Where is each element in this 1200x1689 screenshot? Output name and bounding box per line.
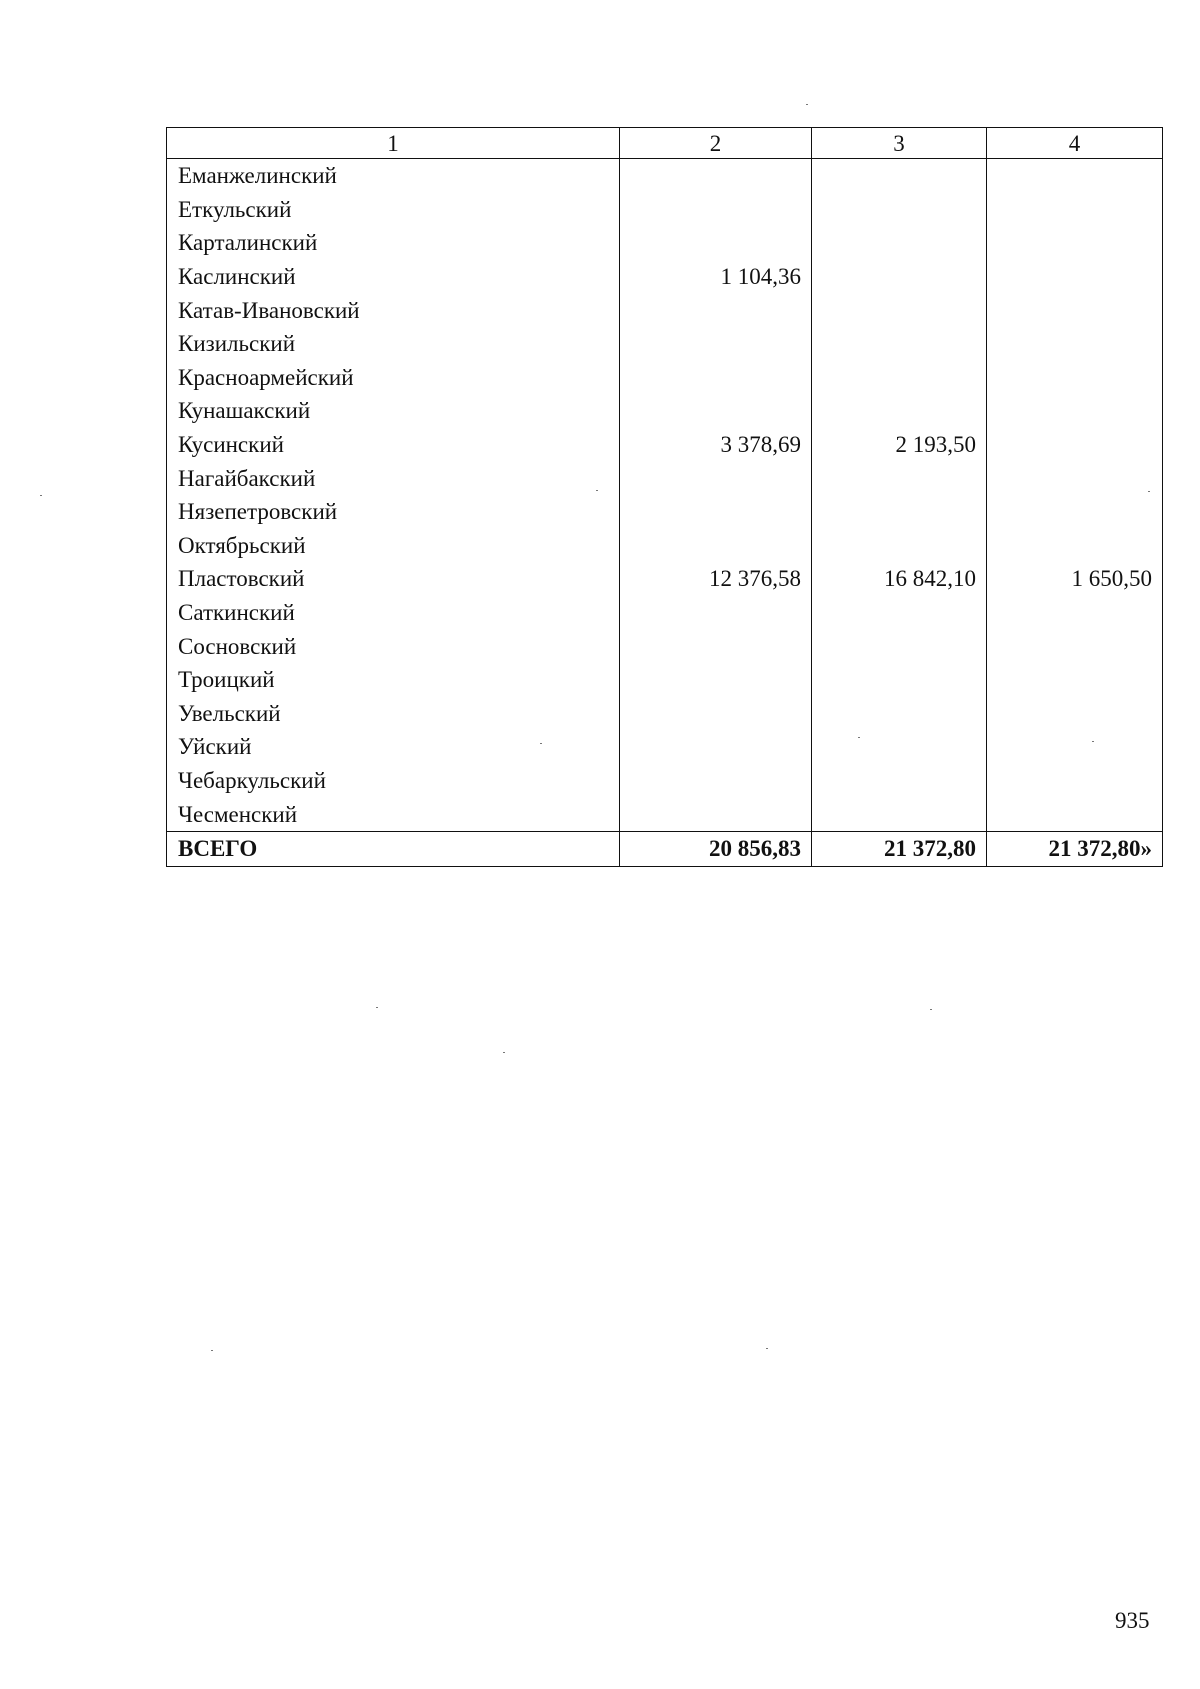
row-value-col2 <box>620 495 812 529</box>
row-value-col4 <box>987 596 1163 630</box>
row-value-col3 <box>812 193 987 227</box>
total-value-col3: 21 372,80 <box>812 831 987 866</box>
row-value-col4 <box>987 663 1163 697</box>
row-value-col2: 3 378,69 <box>620 428 812 462</box>
row-value-col3 <box>812 260 987 294</box>
row-name: Кунашакский <box>167 394 620 428</box>
scan-speck <box>596 490 598 491</box>
scan-speck <box>806 104 808 105</box>
column-header-1: 1 <box>167 128 620 159</box>
table-row <box>167 394 1163 428</box>
row-value-col2 <box>620 327 812 361</box>
row-name: Красноармейский <box>167 361 620 395</box>
total-row <box>167 831 1163 866</box>
row-name: Чебаркульский <box>167 764 620 798</box>
row-value-col2 <box>620 361 812 395</box>
row-name: Троицкий <box>167 663 620 697</box>
table-row <box>167 159 1163 193</box>
row-value-col3 <box>812 663 987 697</box>
row-value-col3: 16 842,10 <box>812 562 987 596</box>
row-value-col2 <box>620 461 812 495</box>
table-row <box>167 495 1163 529</box>
table-row <box>167 730 1163 764</box>
row-value-col3 <box>812 461 987 495</box>
row-name: Октябрьский <box>167 529 620 563</box>
table-row <box>167 327 1163 361</box>
row-value-col3 <box>812 293 987 327</box>
page-number: 935 <box>1115 1608 1150 1633</box>
row-value-col2 <box>620 529 812 563</box>
row-value-col3 <box>812 596 987 630</box>
row-name: Увельский <box>167 697 620 731</box>
row-value-col2 <box>620 663 812 697</box>
scan-speck <box>1148 491 1150 492</box>
row-name: Нагайбакский <box>167 461 620 495</box>
row-value-col2 <box>620 629 812 663</box>
table-row <box>167 663 1163 697</box>
row-value-col4 <box>987 260 1163 294</box>
row-name: Уйский <box>167 730 620 764</box>
row-value-col3 <box>812 797 987 831</box>
table-row <box>167 629 1163 663</box>
row-value-col2 <box>620 394 812 428</box>
row-value-col4 <box>987 797 1163 831</box>
table-row <box>167 226 1163 260</box>
row-value-col3 <box>812 697 987 731</box>
table-row <box>167 697 1163 731</box>
row-value-col3 <box>812 226 987 260</box>
row-value-col2 <box>620 193 812 227</box>
row-name: Нязепетровский <box>167 495 620 529</box>
table-row <box>167 193 1163 227</box>
row-value-col2 <box>620 226 812 260</box>
scan-speck <box>540 743 542 744</box>
row-value-col2 <box>620 159 812 193</box>
row-value-col4 <box>987 697 1163 731</box>
row-value-col4 <box>987 529 1163 563</box>
row-value-col3 <box>812 361 987 395</box>
scan-speck <box>376 1007 378 1008</box>
table-row <box>167 596 1163 630</box>
row-value-col3 <box>812 629 987 663</box>
row-value-col2 <box>620 697 812 731</box>
row-value-col4 <box>987 461 1163 495</box>
row-value-col3: 2 193,50 <box>812 428 987 462</box>
row-name: Еманжелинский <box>167 159 620 193</box>
row-value-col4 <box>987 159 1163 193</box>
row-value-col3 <box>812 159 987 193</box>
table-row <box>167 562 1163 596</box>
scan-speck <box>766 1348 768 1349</box>
total-value-col2: 20 856,83 <box>620 831 812 866</box>
row-value-col4 <box>987 428 1163 462</box>
row-value-col4 <box>987 495 1163 529</box>
table-row <box>167 529 1163 563</box>
row-value-col4 <box>987 730 1163 764</box>
row-name: Сосновский <box>167 629 620 663</box>
row-value-col3 <box>812 495 987 529</box>
row-value-col2: 12 376,58 <box>620 562 812 596</box>
row-name: Кизильский <box>167 327 620 361</box>
row-value-col2: 1 104,36 <box>620 260 812 294</box>
header-row <box>167 128 1163 159</box>
table-row <box>167 764 1163 798</box>
row-value-col2 <box>620 596 812 630</box>
row-value-col4 <box>987 764 1163 798</box>
table-row <box>167 260 1163 294</box>
table-row <box>167 428 1163 462</box>
row-value-col3 <box>812 327 987 361</box>
row-name: Чесменский <box>167 797 620 831</box>
row-name: Пластовский <box>167 562 620 596</box>
row-value-col3 <box>812 764 987 798</box>
row-value-col2 <box>620 797 812 831</box>
table-row <box>167 461 1163 495</box>
scan-speck <box>1092 741 1094 742</box>
column-header-3: 3 <box>812 128 987 159</box>
total-label: ВСЕГО <box>167 831 620 866</box>
row-value-col4 <box>987 327 1163 361</box>
column-header-2: 2 <box>620 128 812 159</box>
row-value-col4 <box>987 293 1163 327</box>
column-header-4: 4 <box>987 128 1163 159</box>
row-value-col4: 1 650,50 <box>987 562 1163 596</box>
row-name: Кусинский <box>167 428 620 462</box>
table-row <box>167 797 1163 831</box>
scan-speck <box>40 495 42 496</box>
scan-speck <box>211 1350 213 1351</box>
row-name: Еткульский <box>167 193 620 227</box>
total-value-col4: 21 372,80» <box>987 831 1163 866</box>
row-value-col4 <box>987 193 1163 227</box>
row-name: Саткинский <box>167 596 620 630</box>
row-name: Карталинский <box>167 226 620 260</box>
row-value-col4 <box>987 226 1163 260</box>
row-value-col3 <box>812 394 987 428</box>
scan-speck <box>858 737 860 738</box>
row-value-col2 <box>620 730 812 764</box>
row-name: Каслинский <box>167 260 620 294</box>
table-row <box>167 361 1163 395</box>
table-row <box>167 293 1163 327</box>
row-value-col4 <box>987 394 1163 428</box>
data-table <box>166 127 1163 867</box>
row-value-col4 <box>987 361 1163 395</box>
row-value-col3 <box>812 529 987 563</box>
scan-speck <box>503 1052 505 1053</box>
row-name: Катав-Ивановский <box>167 293 620 327</box>
row-value-col2 <box>620 293 812 327</box>
row-value-col4 <box>987 629 1163 663</box>
row-value-col2 <box>620 764 812 798</box>
scan-speck <box>930 1009 932 1010</box>
row-value-col3 <box>812 730 987 764</box>
